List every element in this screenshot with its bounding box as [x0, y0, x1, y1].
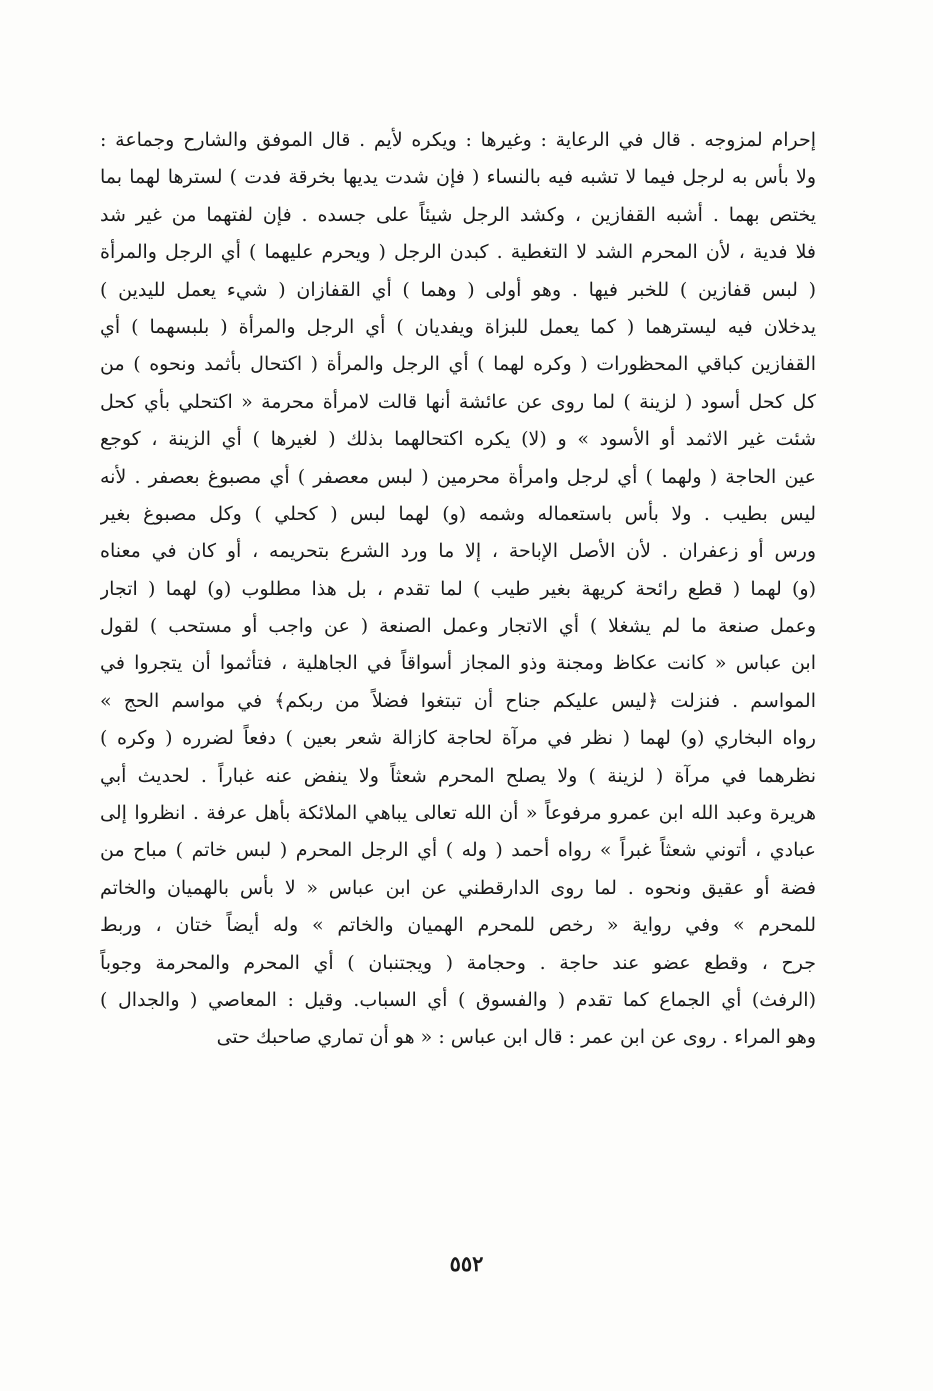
text-line: وهو المراء . روى عن ابن عمر : قال ابن عباس : « هو أن تماري صاحبك حتى: [216, 1026, 816, 1049]
text-line: للمحرم » وفي رواية « رخص للمحرم الهميان والخاتم » وله أيضاً ختان ، وربط: [100, 914, 816, 937]
text-line: يختص بهما . أشبه القفازين ، وكشد الرجل شيئاً على جسده . فإن لفتهما من غير شد: [100, 203, 816, 226]
body-text: [100, 122, 816, 1057]
text-line: فلا فدية ، لأن المحرم الشد لا التغطية . كبدن الرجل ( ويحرم عليهما ) أي الرجل والمرأة: [100, 241, 816, 264]
text-line: ( لبس قفازين ) للخبر فيها . وهو أولى ( وهما ) أي القفازان ( شيء يعمل لليدين ): [100, 278, 816, 301]
text-line: عين الحاجة ( ولهما ) أي لرجل وامرأة محرمين ( لبس معصفر ) أي مصبوغ بعصفر . لأنه: [100, 465, 816, 488]
text-line: إحرام لمزوجه . قال في الرعاية : وغيرها : ويكره لأيم . قال الموفق والشارح وجماعة :: [100, 129, 816, 151]
text-line: (و) لهما ( قطع رائحة كريهة بغير طيب ) لما تقدم ، بل هذا مطلوب (و) لهما ( اتجار: [100, 577, 816, 600]
text-line: كل كحل أسود ( لزينة ) لما روى عن عائشة أنها قالت لامرأة محرمة « اكتحلي بأي كحل: [100, 390, 816, 413]
text-line: ابن عباس « كانت عكاظ ومجنة وذو المجاز أسواقاً في الجاهلية ، فتأثموا أن يتجروا في: [100, 652, 816, 675]
text-line: نظرهما في مرآة ( لزينة ) ولا يصلح المحرم شعثاً ولا ينفض عنه غباراً . لحديث أبي: [100, 764, 816, 787]
text-line: ولا بأس به لرجل فيما لا تشبه فيه بالنساء ( فإن شدت يديها بخرقة فدت ) لسترها لهما بما: [100, 166, 816, 189]
text-line: ليس بطيب . ولا بأس باستعماله وشمه (و) لهما لبس ( كحلي ) وكل مصبوغ بغير: [100, 502, 816, 525]
text-line: رواه البخاري (و) لهما ( نظر في مرآة لحاجة كازالة شعر بعين ) دفعاً لضرره ( وكره ): [100, 727, 816, 750]
text-line: شئت غير الاثمد أو الأسود » و (لا) يكره اكتحالهما بذلك ( لغيرها ) أي الزينة ، كوجع: [100, 428, 816, 451]
text-line: وعمل صنعة ما لم يشغلا ) أي الاتجار وعمل الصنعة ( عن واجب أو مستحب ) لقول: [100, 615, 816, 638]
text-line: فضة أو عقيق ونحوه . لما روى الدارقطني عن ابن عباس « لا بأس بالهميان والخاتم: [100, 876, 816, 899]
text-line: هريرة وعبد الله ابن عمرو مرفوعاً « أن الله تعالى يباهي الملائكة بأهل عرفة . انظروا إلى: [100, 802, 816, 825]
page-number: ٥٥٢: [449, 1251, 484, 1276]
text-line: (الرفث) أي الجماع كما تقدم ( والفسوق ) أي السباب. وقيل : المعاصي ( والجدال ): [100, 988, 816, 1011]
text-line: جرح ، وقطع عضو عند حاجة . وحجامة ( ويجتنبان ) أي المحرم والمحرمة وجوباً: [100, 951, 816, 974]
text-line: يدخلان فيه ليسترهما ( كما يعمل للبزاة ويفديان ) أي الرجل والمرأة ( بلبسهما ) أي: [100, 315, 816, 338]
text-line: المواسم . فنزلت ﴿ليس عليكم جناح أن تبتغوا فضلاً من ربكم﴾ في مواسم الحج »: [100, 689, 816, 712]
text-line: عبادي ، أتوني شعثاً غبراً » رواه أحمد ( وله ) أي الرجل المحرم ( لبس خاتم ) مباح من: [100, 839, 816, 862]
text-line: ورس أو زعفران . لأن الأصل الإباحة ، إلا ما ورد الشرع بتحريمه ، أو كان في معناه: [100, 540, 816, 563]
text-line: القفازين كباقي المحظورات ( وكره لهما ) أي الرجل والمرأة ( اكتحال بأثمد ونحوه ) من: [100, 353, 816, 376]
